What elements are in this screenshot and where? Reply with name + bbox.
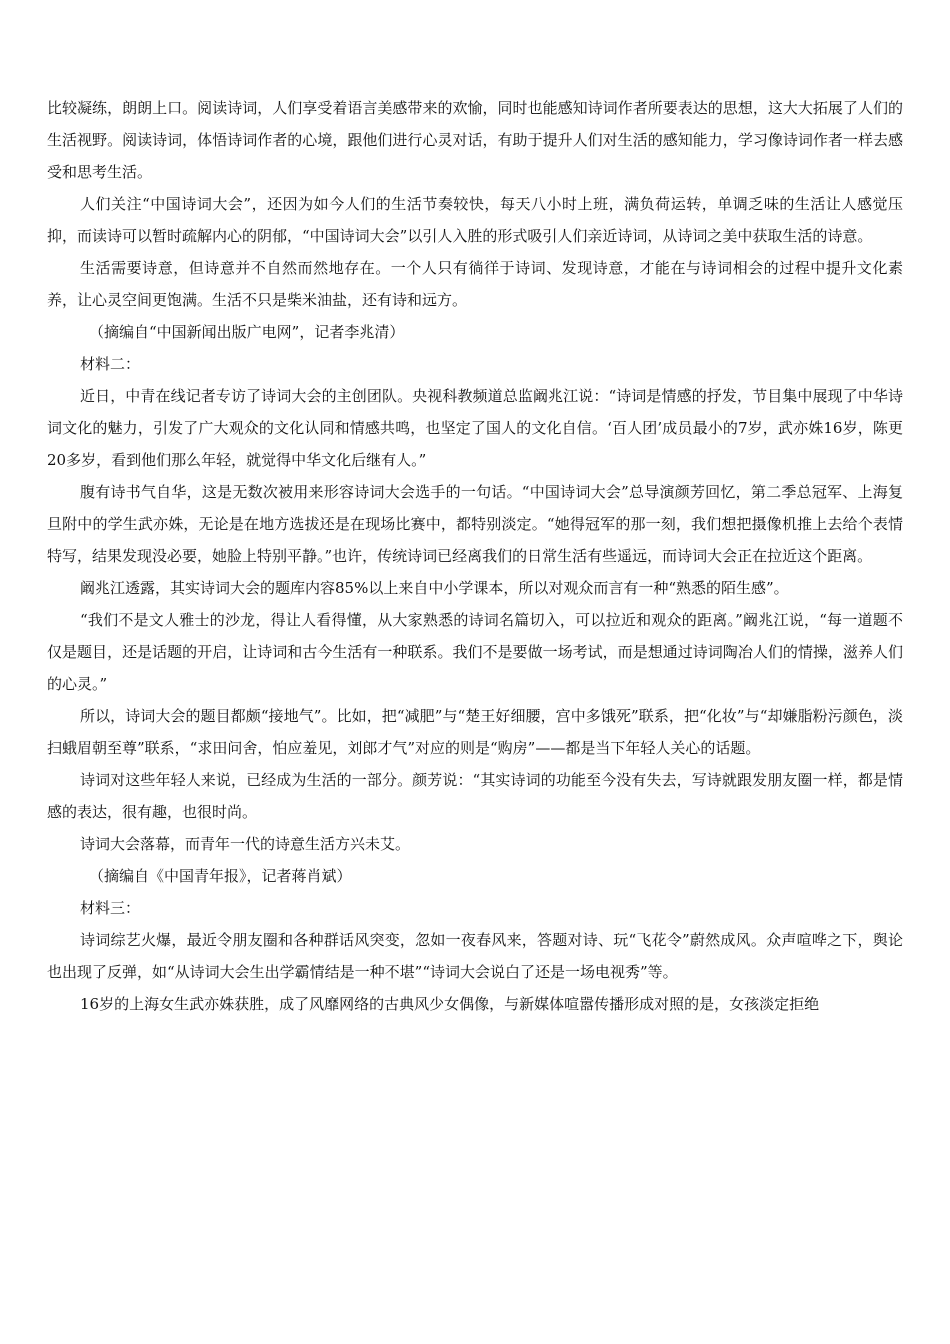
paragraph-life-pace: 人们关注“中国诗词大会”，还因为如今人们的生活节奏较快，每天八小时上班，满负荷运转，单调乏味的生活让人感觉压抑，而读诗可以暂时疏解内心的阴郁，“中国诗词大会”以引人入胜的形式吸引人们亲近诗词，从诗词之美中获取生活的诗意。 [47, 195, 903, 245]
paragraph-poetry-reading: 比较凝练，朗朗上口。阅读诗词，人们享受着语言美感带来的欢愉，同时也能感知诗词作者所要表达的思想，这大大拓展了人们的生活视野。阅读诗词，体悟诗词作者的心境，跟他们进行心灵对话，有助于提升人们对生活的感知能力，学习像诗词作者一样去感受和思考生活。 [47, 99, 903, 181]
section-heading-material-3: 材料三： [80, 899, 141, 917]
paragraph-poetic-life: 生活需要诗意，但诗意并不自然而然地存在。一个人只有徜徉于诗词、发现诗意，才能在与诗词相会的过程中提升文化素养，让心灵空间更饱满。生活不只是柴米油盐，还有诗和远方。 [47, 259, 903, 309]
paragraph-variety-show: 诗词综艺火爆，最近令朋友圈和各种群话风突变，忽如一夜春风来，答题对诗、玩“飞花令”蔚然成风。众声喧哗之下，舆论也出现了反弹，如“从诗词大会生出学霸情结是一种不堪”“诗词大会说白了还是一场电视秀”等。 [47, 931, 903, 981]
paragraph-part-of-life: 诗词对这些年轻人来说，已经成为生活的一部分。颜芳说：“其实诗词的功能至今没有失去，写诗就跟发朋友圈一样，都是情感的表达，很有趣，也很时尚。 [47, 771, 903, 821]
paragraph-question-bank: 阚兆江透露，其实诗词大会的题库内容85%以上来自中小学课本，所以对观众而言有一种“熟悉的陌生感”。 [80, 579, 789, 597]
article-body [47, 92, 903, 1020]
section-heading-material-2: 材料二： [80, 355, 141, 373]
source-citation-2: （摘编自《中国青年报》，记者蒋肖斌） [89, 867, 352, 885]
paragraph-finale: 诗词大会落幕，而青年一代的诗意生活方兴未艾。 [80, 835, 411, 853]
paragraph-champion: 腹有诗书气自华，这是无数次被用来形容诗词大会选手的一句话。“中国诗词大会”总导演颜芳回忆，第二季总冠军、上海复旦附中的学生武亦姝，无论是在地方选拔还是在现场比赛中，都特别淡定。“她得冠军的那一刻，我们想把摄像机推上去给个表情特写，结果发现没必要，她脸上特别平静。”也许，传统诗词已经离我们的日常生活有些遥远，而诗词大会正在拉近这个距离。 [47, 483, 903, 565]
paragraph-down-to-earth: 所以，诗词大会的题目都颇“接地气”。比如，把“减肥”与“楚王好细腰，宫中多饿死”联系，把“化妆”与“却嫌脂粉污颜色，淡扫蛾眉朝至尊”联系，“求田问舍，怕应羞见，刘郎才气”对应的则是“购房”——都是当下年轻人关心的话题。 [47, 707, 903, 757]
source-citation-1: （摘编自“中国新闻出版广电网”，记者李兆清） [89, 323, 405, 341]
paragraph-shanghai-girl: 16岁的上海女生武亦姝获胜，成了风靡网络的古典风少女偶像，与新媒体喧嚣传播形成对照的是，女孩淡定拒绝 [80, 995, 820, 1013]
paragraph-quote-salon: “我们不是文人雅士的沙龙，得让人看得懂，从大家熟悉的诗词名篇切入，可以拉近和观众的距离。”阚兆江说，“每一道题不仅是题目，还是话题的开启，让诗词和古今生活有一种联系。我们不是要做一场考试，而是想通过诗词陶冶人们的情操，滋养人们的心灵。” [47, 611, 903, 693]
paragraph-interview: 近日，中青在线记者专访了诗词大会的主创团队。央视科教频道总监阚兆江说：“诗词是情感的抒发，节目集中展现了中华诗词文化的魅力，引发了广大观众的文化认同和情感共鸣，也坚定了国人的文化自信。‘百人团’成员最小的7岁，武亦姝16岁，陈更20多岁，看到他们那么年轻，就觉得中华文化后继有人。” [47, 387, 903, 469]
